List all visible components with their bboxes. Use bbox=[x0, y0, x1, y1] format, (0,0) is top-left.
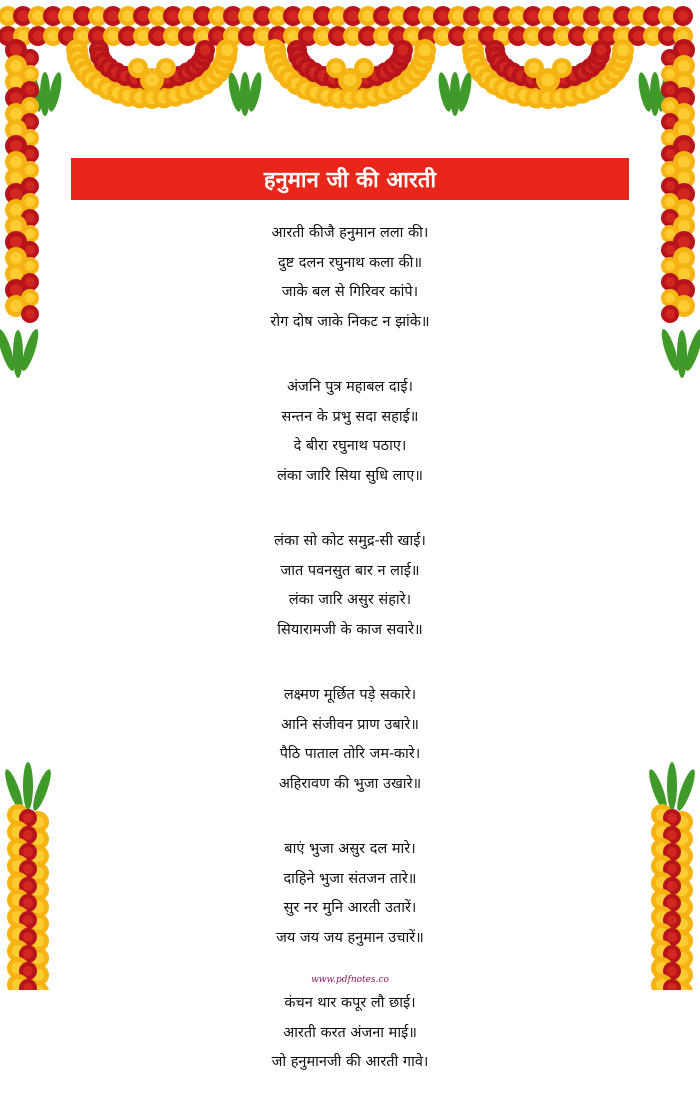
verse-line: अहिरावण की भुजा उखारे॥ bbox=[278, 775, 422, 792]
marigold-center bbox=[528, 31, 539, 42]
marigold-center bbox=[665, 85, 675, 95]
marigold-center bbox=[48, 11, 59, 22]
marigold-center bbox=[648, 31, 659, 42]
marigold-center bbox=[123, 11, 134, 22]
marigold-center bbox=[333, 31, 344, 42]
marigold-center bbox=[378, 31, 389, 42]
marigold-center bbox=[665, 213, 675, 223]
marigold-center bbox=[678, 284, 690, 296]
marigold-center bbox=[23, 847, 33, 857]
marigold-center bbox=[665, 293, 675, 303]
marigold-center bbox=[528, 11, 539, 22]
mango-leaf bbox=[13, 330, 23, 378]
marigold-center bbox=[25, 293, 35, 303]
verse-line: दुष्ट दलन रघुनाथ कला की॥ bbox=[277, 254, 423, 271]
marigold-center bbox=[483, 11, 494, 22]
marigold-center bbox=[603, 11, 614, 22]
marigold-center bbox=[10, 300, 22, 312]
marigold-center bbox=[10, 124, 22, 136]
marigold-center bbox=[678, 124, 690, 136]
mango-leaf bbox=[677, 330, 687, 378]
marigold-center bbox=[678, 252, 690, 264]
marigold-center bbox=[665, 181, 675, 191]
marigold-center bbox=[558, 11, 569, 22]
marigold-center bbox=[438, 11, 449, 22]
verse-line: जाके बल से गिरिवर कांपे। bbox=[281, 284, 419, 300]
page-title: हनुमान जी की आरती bbox=[263, 168, 437, 193]
marigold-center bbox=[303, 11, 314, 22]
verse-line: जय जय जय हनुमान उचारें॥ bbox=[276, 929, 424, 946]
marigold-center bbox=[483, 31, 494, 42]
stanza bbox=[120, 835, 580, 953]
marigold-center bbox=[667, 813, 677, 823]
marigold-center bbox=[573, 11, 584, 22]
marigold-center bbox=[23, 949, 33, 959]
marigold-center bbox=[25, 213, 35, 223]
marigold-center bbox=[378, 11, 389, 22]
marigold-center bbox=[288, 11, 299, 22]
marigold-center bbox=[678, 172, 690, 184]
watermark-url: www.pdfnotes.co bbox=[311, 975, 389, 985]
marigold-center bbox=[678, 108, 690, 120]
stanza bbox=[120, 681, 580, 799]
mango-leaf bbox=[23, 762, 33, 810]
marigold-center bbox=[138, 31, 149, 42]
marigold-center bbox=[393, 31, 404, 42]
marigold-center bbox=[23, 864, 33, 874]
marigold-center bbox=[678, 204, 690, 216]
marigold-center bbox=[667, 932, 677, 942]
title-banner bbox=[71, 158, 629, 200]
marigold-center bbox=[228, 11, 239, 22]
marigold-center bbox=[213, 11, 224, 22]
marigold-center bbox=[10, 108, 22, 120]
marigold-center bbox=[25, 197, 35, 207]
marigold-center bbox=[153, 11, 164, 22]
marigold-center bbox=[678, 300, 690, 312]
marigold-center bbox=[25, 165, 35, 175]
marigold-center bbox=[513, 31, 524, 42]
marigold-center bbox=[10, 204, 22, 216]
marigold-center bbox=[453, 31, 464, 42]
marigold-center bbox=[667, 881, 677, 891]
marigold-center bbox=[10, 220, 22, 232]
marigold-center bbox=[667, 949, 677, 959]
marigold-center bbox=[78, 11, 89, 22]
marigold-center bbox=[408, 31, 419, 42]
marigold-center bbox=[453, 11, 464, 22]
marigold-center bbox=[108, 11, 119, 22]
marigold-center bbox=[393, 11, 404, 22]
marigold-center bbox=[665, 197, 675, 207]
verse-line: जो हनुमानजी की आरती गावे। bbox=[271, 1054, 429, 1070]
marigold-center bbox=[498, 31, 509, 42]
marigold-center bbox=[603, 31, 614, 42]
marigold-center bbox=[665, 69, 675, 79]
marigold-center bbox=[213, 31, 224, 42]
marigold-center bbox=[10, 140, 22, 152]
marigold-center bbox=[663, 11, 674, 22]
verse-line: लक्ष्मण मूर्छित पड़े सकारे। bbox=[283, 687, 417, 703]
marigold-center bbox=[133, 63, 144, 74]
marigold-center bbox=[168, 31, 179, 42]
marigold-center bbox=[667, 830, 677, 840]
marigold-center bbox=[678, 76, 690, 88]
marigold-center bbox=[333, 11, 344, 22]
verse-line: पैठि पाताल तोरि जम-कारे। bbox=[279, 746, 421, 762]
marigold-center bbox=[23, 813, 33, 823]
marigold-center bbox=[10, 172, 22, 184]
marigold-center bbox=[633, 31, 644, 42]
marigold-center bbox=[303, 31, 314, 42]
marigold-center bbox=[667, 915, 677, 925]
marigold-center bbox=[343, 73, 356, 86]
marigold-center bbox=[543, 31, 554, 42]
verse-line: लंका जारि असुर संहारे। bbox=[288, 592, 412, 608]
marigold-center bbox=[423, 11, 434, 22]
marigold-center bbox=[665, 101, 675, 111]
marigold-center bbox=[10, 188, 22, 200]
marigold-center bbox=[678, 236, 690, 248]
mango-leaf bbox=[674, 768, 698, 813]
marigold-center bbox=[258, 11, 269, 22]
verse-line: रोग दोष जाके निकट न झांके॥ bbox=[270, 313, 430, 330]
verse-line: लंका जारि सिया सुधि लाए॥ bbox=[277, 467, 423, 484]
marigold-center bbox=[10, 44, 22, 56]
marigold-center bbox=[498, 11, 509, 22]
marigold-center bbox=[168, 11, 179, 22]
marigold-center bbox=[363, 11, 374, 22]
marigold-center bbox=[618, 11, 629, 22]
stanza bbox=[120, 989, 580, 1078]
marigold-center bbox=[25, 277, 35, 287]
mango-leaf bbox=[650, 72, 660, 116]
marigold-center bbox=[10, 156, 22, 168]
marigold-center bbox=[588, 11, 599, 22]
marigold-center bbox=[25, 53, 35, 63]
verse-line: जात पवनसुत बार न लाई॥ bbox=[280, 562, 420, 579]
marigold-center bbox=[359, 63, 370, 74]
verse-line: सुर नर मुनि आरती उतारें। bbox=[283, 900, 417, 916]
marigold-center bbox=[221, 44, 233, 56]
marigold-center bbox=[183, 11, 194, 22]
marigold-center bbox=[318, 11, 329, 22]
marigold-center bbox=[23, 915, 33, 925]
marigold-center bbox=[145, 73, 158, 86]
mango-leaf bbox=[30, 768, 54, 813]
marigold-center bbox=[665, 133, 675, 143]
marigold-center bbox=[123, 31, 134, 42]
marigold-center bbox=[665, 53, 675, 63]
marigold-center bbox=[648, 11, 659, 22]
marigold-center bbox=[348, 31, 359, 42]
marigold-center bbox=[25, 117, 35, 127]
stanza bbox=[120, 373, 580, 491]
marigold-center bbox=[558, 31, 569, 42]
marigold-center bbox=[667, 847, 677, 857]
marigold-center bbox=[10, 252, 22, 264]
marigold-center bbox=[419, 44, 431, 56]
marigold-center bbox=[678, 188, 690, 200]
marigold-center bbox=[678, 44, 690, 56]
marigold-center bbox=[408, 11, 419, 22]
marigold-center bbox=[25, 101, 35, 111]
marigold-center bbox=[138, 11, 149, 22]
stanza bbox=[120, 219, 580, 337]
marigold-center bbox=[529, 63, 540, 74]
verse-line: आरती करत अंजना माई॥ bbox=[283, 1024, 417, 1041]
marigold-center bbox=[18, 11, 29, 22]
stanza bbox=[120, 527, 580, 645]
marigold-center bbox=[667, 864, 677, 874]
marigold-center bbox=[273, 11, 284, 22]
marigold-center bbox=[541, 73, 554, 86]
verse-line: सन्तन के प्रभु सदा सहाई॥ bbox=[281, 408, 419, 425]
marigold-center bbox=[678, 140, 690, 152]
marigold-center bbox=[665, 149, 675, 159]
verse-line: बाएं भुजा असुर दल मारे। bbox=[284, 841, 416, 857]
marigold-center bbox=[667, 898, 677, 908]
marigold-center bbox=[23, 881, 33, 891]
verse-line: लंका सो कोट समुद्र-सी खाई। bbox=[274, 533, 426, 549]
marigold-center bbox=[25, 85, 35, 95]
marigold-center bbox=[63, 31, 74, 42]
marigold-center bbox=[10, 76, 22, 88]
marigold-center bbox=[543, 11, 554, 22]
marigold-center bbox=[665, 277, 675, 287]
verse-line: सियारामजी के काज सवारे॥ bbox=[277, 621, 423, 638]
marigold-center bbox=[617, 44, 629, 56]
verse-line: अंजनि पुत्र महाबल दाई। bbox=[286, 379, 413, 395]
marigold-center bbox=[665, 245, 675, 255]
marigold-center bbox=[161, 63, 172, 74]
verse-line: दे बीरा रघुनाथ पठाए। bbox=[293, 438, 407, 454]
marigold-center bbox=[93, 11, 104, 22]
marigold-center bbox=[588, 31, 599, 42]
marigold-center bbox=[48, 31, 59, 42]
marigold-center bbox=[25, 261, 35, 271]
marigold-center bbox=[200, 45, 211, 56]
mango-leaf bbox=[40, 72, 50, 116]
marigold-center bbox=[468, 11, 479, 22]
marigold-center bbox=[183, 31, 194, 42]
marigold-center bbox=[438, 31, 449, 42]
marigold-center bbox=[678, 60, 690, 72]
marigold-center bbox=[25, 309, 35, 319]
marigold-center bbox=[108, 31, 119, 42]
marigold-center bbox=[665, 261, 675, 271]
verse-line: आरती कीजै हनुमान लला की। bbox=[271, 225, 429, 241]
marigold-center bbox=[3, 11, 14, 22]
marigold-center bbox=[596, 45, 607, 56]
verse-line: आनि संजीवन प्राण उबारे॥ bbox=[281, 716, 419, 733]
verse-line: कंचन थार कपूर लौ छाई। bbox=[284, 995, 416, 1011]
marigold-center bbox=[23, 898, 33, 908]
marigold-center bbox=[23, 830, 33, 840]
marigold-center bbox=[243, 31, 254, 42]
marigold-center bbox=[10, 268, 22, 280]
marigold-center bbox=[318, 31, 329, 42]
marigold-center bbox=[678, 268, 690, 280]
mango-leaf bbox=[240, 72, 250, 116]
marigold-center bbox=[23, 932, 33, 942]
marigold-center bbox=[557, 63, 568, 74]
mango-leaf bbox=[450, 72, 460, 116]
marigold-center bbox=[331, 63, 342, 74]
marigold-center bbox=[678, 11, 689, 22]
marigold-center bbox=[573, 31, 584, 42]
marigold-center bbox=[10, 236, 22, 248]
marigold-center bbox=[25, 229, 35, 239]
verse-line: दाहिने भुजा संतजन तारे॥ bbox=[283, 870, 417, 887]
marigold-center bbox=[33, 31, 44, 42]
marigold-center bbox=[63, 11, 74, 22]
marigold-center bbox=[198, 11, 209, 22]
marigold-center bbox=[25, 133, 35, 143]
marigold-center bbox=[10, 60, 22, 72]
marigold-center bbox=[678, 92, 690, 104]
marigold-center bbox=[678, 220, 690, 232]
marigold-center bbox=[665, 309, 675, 319]
marigold-center bbox=[198, 31, 209, 42]
marigold-center bbox=[398, 45, 409, 56]
marigold-center bbox=[678, 156, 690, 168]
marigold-center bbox=[33, 11, 44, 22]
marigold-center bbox=[243, 11, 254, 22]
marigold-center bbox=[663, 31, 674, 42]
marigold-center bbox=[665, 165, 675, 175]
marigold-center bbox=[25, 245, 35, 255]
marigold-center bbox=[25, 69, 35, 79]
marigold-center bbox=[258, 31, 269, 42]
marigold-center bbox=[153, 31, 164, 42]
mango-leaf bbox=[667, 762, 677, 810]
marigold-center bbox=[665, 229, 675, 239]
marigold-center bbox=[25, 149, 35, 159]
marigold-center bbox=[288, 31, 299, 42]
marigold-center bbox=[363, 31, 374, 42]
marigold-center bbox=[513, 11, 524, 22]
marigold-center bbox=[348, 11, 359, 22]
marigold-center bbox=[10, 284, 22, 296]
marigold-center bbox=[665, 117, 675, 127]
marigold-center bbox=[10, 92, 22, 104]
marigold-center bbox=[633, 11, 644, 22]
marigold-center bbox=[93, 31, 104, 42]
marigold-center bbox=[25, 181, 35, 191]
